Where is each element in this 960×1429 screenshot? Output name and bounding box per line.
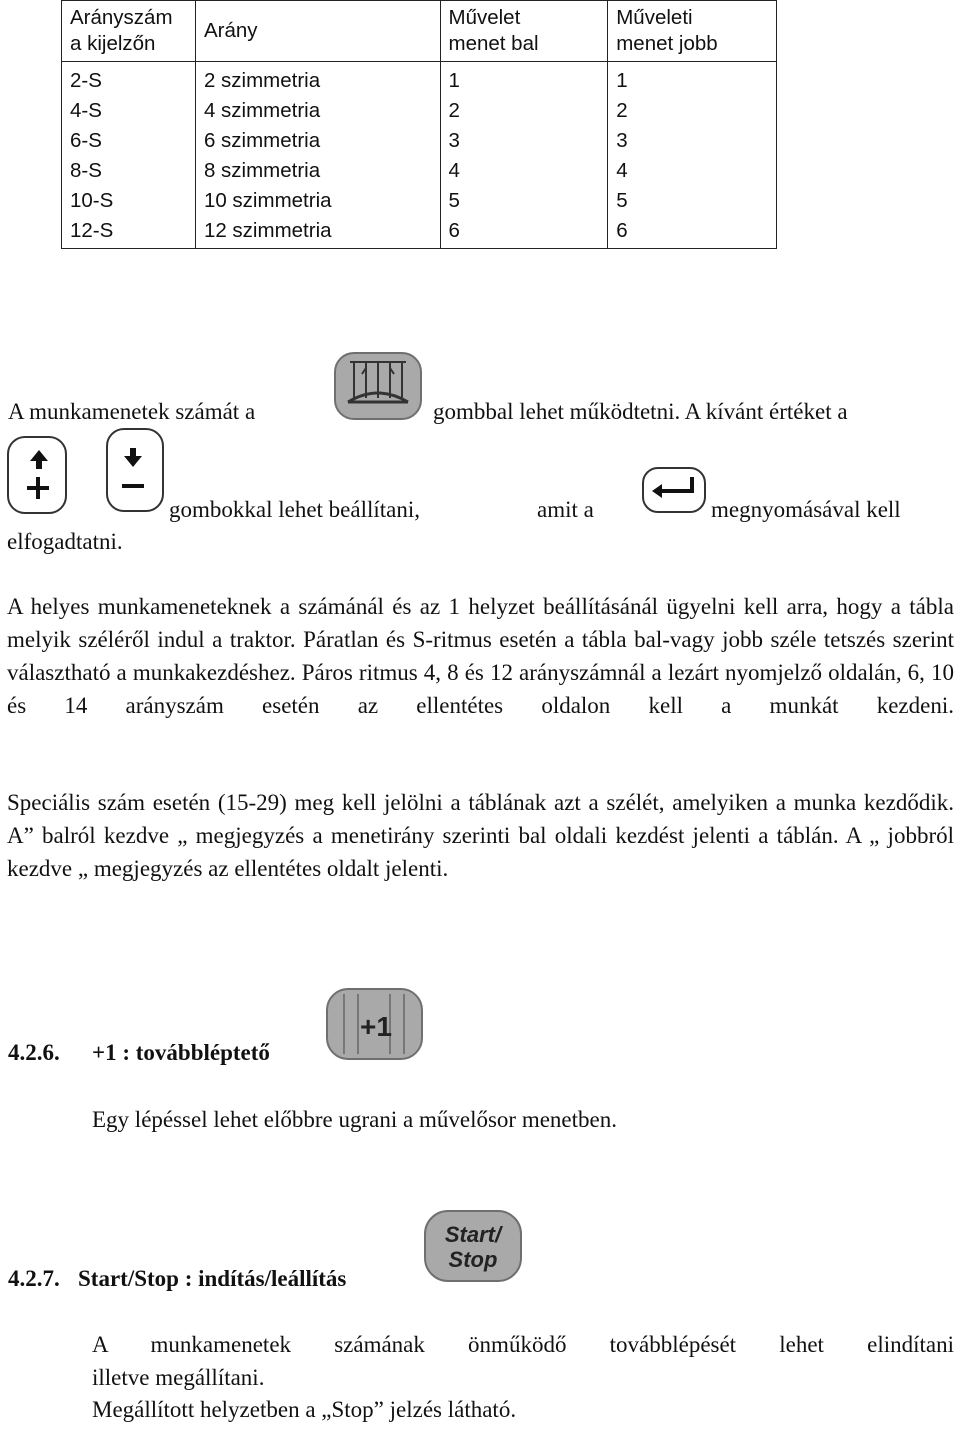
text-button-outro: gombbal lehet működtetni. A kívánt értéket a xyxy=(433,399,848,424)
table-cell: 6 xyxy=(608,216,777,249)
table-cell: 5 xyxy=(440,186,608,216)
table-cell: 12 szimmetria xyxy=(195,216,440,249)
table-cell: 3 xyxy=(440,126,608,156)
table-row xyxy=(62,156,777,186)
paragraph-start-side: A helyes munkameneteknek a számánál és az 1 helyzet beállításánál ügyelni kell arra, hogy a tábla melyik széléről indul a traktor. Páratlan és S-ritmus esetén a tábla bal-vagy jobb széle tetszés szerint választható a munkakezdéshez. Páros ritmus 4, 8 és 12 arányszámnál a lezárt nyomjelző oldalán, 6, 10 és 14 arányszám esetén az ellentétes oldalon kell a munkát kezdeni. xyxy=(7,594,954,718)
table-cell: 1 xyxy=(608,62,777,97)
down-minus-icon xyxy=(106,428,164,512)
section-body-426: Egy lépéssel lehet előbbre ugrani a művelősor menetben. xyxy=(92,1107,617,1132)
table-row xyxy=(62,62,777,97)
col-header-right: Műveleti menet jobb xyxy=(608,1,777,62)
section-title-426: +1 : továbbléptető xyxy=(92,1040,270,1065)
table-cell: 6-S xyxy=(62,126,196,156)
paragraph-special: Speciális szám esetén (15-29) meg kell jelölni a táblának azt a szélét, amelyiken a munka kezdődik. A” balról kezdve „ megjegyzés a menetirány szerinti bal oldali kezdést jelenti a táblán. A „ jobbról kezdve „ megjegyzés az ellentétes oldalt jelenti. xyxy=(7,790,954,881)
table-header-row xyxy=(62,1,777,62)
section-body-427-line3: Megállított helyzetben a „Stop” jelzés látható. xyxy=(92,1397,517,1422)
col-header-ratio: Arány xyxy=(195,1,440,62)
text-amit-a: amit a xyxy=(537,497,594,522)
table-cell: 4 szimmetria xyxy=(195,96,440,126)
table-cell: 8-S xyxy=(62,156,196,186)
table-cell: 4-S xyxy=(62,96,196,126)
svg-text:+1: +1 xyxy=(360,1011,392,1042)
table-cell: 5 xyxy=(608,186,777,216)
table-row xyxy=(62,186,777,216)
table-cell: 10 szimmetria xyxy=(195,186,440,216)
table-cell: 1 xyxy=(440,62,608,97)
section-body-427-line1: A munkamenetek számának önműködő továbblépését lehet elindítani xyxy=(92,1332,954,1357)
table-cell: 10-S xyxy=(62,186,196,216)
svg-text:Stop: Stop xyxy=(448,1247,498,1272)
table-cell: 2 xyxy=(440,96,608,126)
plus-one-button-icon xyxy=(326,988,423,1060)
col-header-display: Arányszám a kijelzőn xyxy=(62,1,196,62)
table-cell: 8 szimmetria xyxy=(195,156,440,186)
table-cell: 4 xyxy=(440,156,608,186)
svg-text:Start/: Start/ xyxy=(444,1222,502,1247)
text-gombokkal: gombokkal lehet beállítani, xyxy=(169,497,421,522)
ratio-table xyxy=(61,0,777,249)
table-cell: 2 xyxy=(608,96,777,126)
table-row xyxy=(62,126,777,156)
enter-icon xyxy=(642,467,706,513)
table-row xyxy=(62,96,777,126)
section-title-427: Start/Stop : indítás/leállítás xyxy=(78,1266,347,1291)
up-plus-icon xyxy=(7,436,67,514)
table-cell: 4 xyxy=(608,156,777,186)
text-elfogadtatni: elfogadtatni. xyxy=(7,529,123,554)
section-number-426: 4.2.6. xyxy=(8,1040,60,1065)
table-cell: 2 szimmetria xyxy=(195,62,440,97)
table-cell: 3 xyxy=(608,126,777,156)
start-stop-button-icon xyxy=(424,1210,522,1282)
text-megnyomasaval: megnyomásával kell xyxy=(711,497,901,522)
table-cell: 6 xyxy=(440,216,608,249)
table-cell: 12-S xyxy=(62,216,196,249)
section-body-427-line2: illetve megállítani. xyxy=(92,1365,265,1390)
table-row xyxy=(62,216,777,249)
table-cell: 6 szimmetria xyxy=(195,126,440,156)
tramline-count-icon xyxy=(334,352,422,420)
table-cell: 2-S xyxy=(62,62,196,97)
text-button-intro: A munkamenetek számát a xyxy=(8,399,256,424)
col-header-left: Művelet menet bal xyxy=(440,1,608,62)
section-number-427: 4.2.7. xyxy=(8,1266,60,1291)
